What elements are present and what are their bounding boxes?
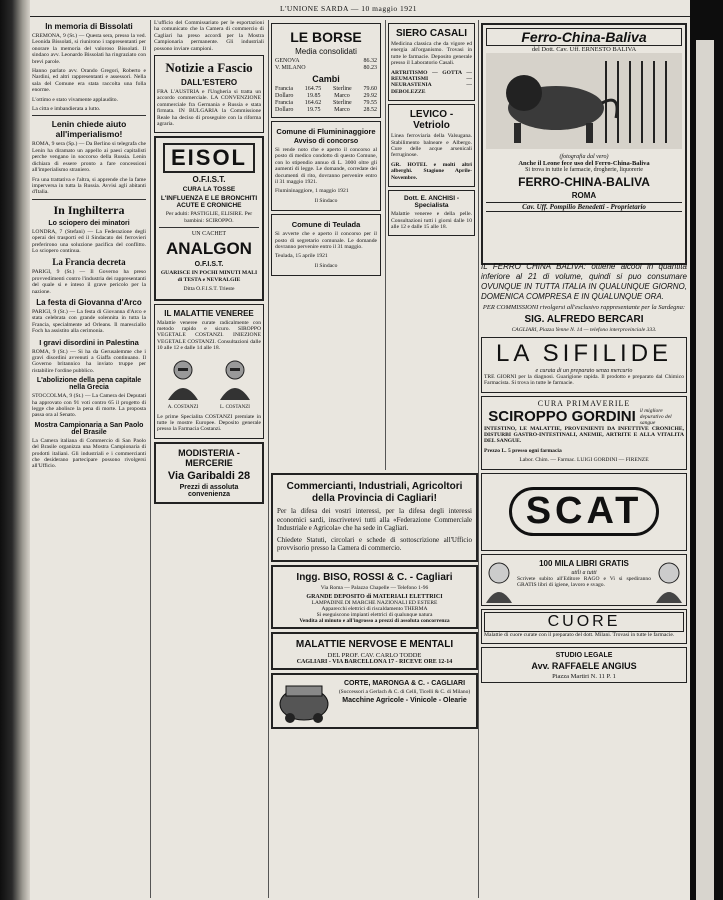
- divider: [159, 227, 259, 228]
- ad-title: Ingg. BISO, ROSSI & C. - Cagliari: [296, 571, 453, 583]
- article-text: La citta e imbandierata a lutto.: [32, 106, 101, 113]
- article-subtitle: Lo sciopero dei minatori: [48, 219, 130, 227]
- article-text: Fra una trattativa e l'altra, si apprende che la fame imperversa in tutta la Russia. Avvisi agli abitanti d'Italia.: [32, 176, 146, 196]
- analgon-brand: O.F.I.S.T.: [194, 261, 224, 269]
- article-title: I gravi disordini in Palestina: [39, 337, 139, 347]
- ad-top: CURA PRIMAVERILE: [537, 398, 631, 408]
- ad-title: Dott. E. ANCHISI - Specialista: [403, 195, 459, 210]
- ad-line: LAMPADINE DI MARCHE NAZIONALI ED ESTERE: [311, 599, 438, 606]
- studio-legale-ad: [481, 647, 687, 683]
- cambi-title: Cambi: [312, 74, 340, 84]
- ad-subtitle: (Successori a Gerlach & C. di Celli, Ticelli & C. di Milano): [338, 688, 471, 695]
- comune-title: Comune di Teulada: [291, 220, 361, 230]
- eisol-line: L'INFLUENZA E LE BRONCHITI ACUTE E CRONICHE: [160, 195, 258, 210]
- ad-title: CORTE, MARONGA & C. - CAGLIARI: [343, 679, 466, 687]
- ad-name: FERRO-CHINA-BALIVA: [518, 175, 650, 189]
- borse-row-cell: 86.32: [363, 58, 377, 64]
- ad-subtitle: DEL PROF. CAV. CARLO TODDE: [327, 651, 422, 659]
- levico-ad: [388, 104, 475, 187]
- ad-title: MODISTERIA - MERCERIE: [178, 447, 240, 468]
- article-text: PARIGI, 9 (St.) — Il Governo ha preso provvedimenti contro l'industria dei rappresentanti del quale si e inteso il grave pericolo per la nazione.: [32, 269, 146, 295]
- cambi-row-cell: Marco: [334, 107, 350, 113]
- representative-address: CAGLIARI, Piazza Yenne N. 14 — telefono interprovinciale 333.: [511, 327, 657, 334]
- ad-firm: Cav. Uff. Pompilio Benedetti - Proprietario: [486, 202, 682, 212]
- ad-title: CUORE: [484, 612, 684, 632]
- eisol-line: CURA LA TOSSE: [182, 186, 236, 194]
- ad-subtitle: e curata di un preparato senza mercurio: [535, 367, 633, 374]
- ad-text: Le prime Specialita COSTANZI premiate in tutte le mostre Europee. Deposito generale presso la Farmacia Costanzi.: [157, 413, 261, 433]
- cambi-row-cell: 28.52: [363, 107, 377, 113]
- divider: [32, 199, 146, 200]
- portrait-caption: A. COSTANZI: [167, 404, 199, 410]
- article-title: L'abolizione della pena capitale nella Grecia: [36, 377, 142, 392]
- right-page-edge: [690, 0, 723, 900]
- ad-title: IL MALATTIE VENEREE: [164, 308, 254, 318]
- article-title: Lenin chiede aiuto all'imperialismo!: [51, 119, 127, 140]
- lion-illustration: [486, 53, 682, 149]
- article-title: In memoria di Bissolati: [45, 22, 133, 31]
- portrait-image: [654, 557, 684, 603]
- sifilide-ad: [481, 337, 687, 393]
- ad-text: ARTRITISMO — GOTTA — REUMATISMI — NEURASTENIA — DEBOLEZZE: [391, 69, 472, 95]
- comune-date: Teulada, 15 aprile 1921: [275, 253, 328, 260]
- ad-text: Medicina classica che da vigore ed energia all'organismo. Trovasi in tutte le farmacie. Deposito generale presso il Laboratorio Casali.: [391, 41, 472, 67]
- article-text: La Camera italiana di Commercio di San Paolo del Brasile organizza una Mostra Campionaria di prodotti italiani. Gli industriali e i commercianti che desiderano partecipare possono rivolgersi all'Ufficio.: [32, 437, 146, 470]
- ad-subtitle: utili a tutti: [571, 569, 597, 576]
- ad-address: Piazza Martiri N. 11 P. 1: [552, 673, 616, 681]
- eisol-ad: [154, 136, 264, 300]
- cambi-row: [275, 93, 377, 100]
- ad-line: GRANDE DEPOSITO di MATERIALI ELETTRICI: [306, 593, 443, 600]
- cambi-row-cell: 19.75: [306, 107, 321, 113]
- divider: [32, 115, 146, 116]
- representative-name: SIG. ALFREDO BERCARI: [524, 314, 644, 326]
- header-rule: [30, 16, 690, 17]
- newspaper-page: [30, 0, 690, 900]
- article-title: La festa di Giovanna d'Arco: [36, 297, 142, 307]
- borse-row-cell: 80.23: [363, 65, 377, 71]
- analgon-pre: UN CACHET: [191, 231, 227, 238]
- borse-row-cell: GENOVA: [275, 58, 300, 64]
- borse-row-cell: V. MILANO: [275, 65, 306, 71]
- ferro-china-ad: [481, 23, 687, 265]
- article-text: CREMONA, 9 (St.) — Questa sera, presso la ved. Leonida Bissolati, si riunirono i rappresentanti per onorare la memoria del valoroso Bissolati. Il sindaco avv. Leonardo Bissolati ha ringraziato con brevi parole.: [32, 33, 146, 65]
- borse-row: [275, 65, 377, 72]
- cambi-row-cell: Dollaro: [275, 93, 294, 99]
- article-title: Mostra Campionaria a San Paolo del Brasile: [34, 421, 144, 436]
- eisol-line: Per adulti: PASTIGLIE, ELISIRE. Per bambini: SCIROPPO.: [165, 211, 253, 224]
- ad-text: Malattie di cuore curate con il preparato del dott. Milani. Trovasi in tutte le farmacie.: [484, 631, 675, 638]
- ad-text: Si trova in tutte le farmacie, drogherie, liquorerie: [525, 167, 643, 173]
- portrait-image: [484, 557, 514, 603]
- comune-title: Comune di Flumininaggiore: [276, 127, 376, 136]
- cambi-row-cell: 19.85: [306, 93, 321, 99]
- malattie-veneree-ad: [154, 304, 264, 439]
- cambi-table: [275, 86, 377, 114]
- box-text: FRA L'AUSTRIA e l'Ungheria si tratta un accordo commerciale. LA CONVENZIONE commerciale fra Germania e Russia e stata firmata. IN BULGARIA la Commissione Reale ha deciso di proseguire con la riforma agraria.: [157, 89, 261, 128]
- scat-ad: [481, 473, 687, 551]
- ad-text: Linea ferroviaria della Valsugana. Stabilimento balneare e Albergo. Cure delle acque arsenicali ferruginose.: [391, 133, 472, 159]
- column-2: [154, 20, 264, 900]
- ad-address: Via Roma — Palazzo Chapelle — Telefono 1-96: [320, 584, 429, 591]
- comune-sign: Il Sindaco: [314, 262, 338, 269]
- borse-title: LE BORSE: [290, 29, 362, 45]
- analgon-text: GUARISCE IN POCHI MINUTI MALI di TESTA e NEVRALGIE: [160, 270, 258, 283]
- ad-foot: Prezzi di assoluta convenienza: [179, 483, 239, 498]
- portraits: [157, 356, 261, 410]
- ad-title: SCIROPPO GORDINI: [488, 408, 636, 426]
- article-text: PARIGI, 9 (St.) — La festa di Giovanna d'Arco e stata celebrata con grande solennita in tutta la Francia, specialmente ad Orleans. Il maresciallo Foch ha assistito alla cerimonia.: [32, 308, 146, 335]
- box-title: Notizie a Fascio: [165, 60, 253, 76]
- ad-title: LEVICO - Vetriolo: [409, 109, 454, 132]
- ad-text: Scrivete subito all'Editore RAGO e Vi si spediranno GRATIS libri di igiene, lavoro e svago.: [517, 575, 651, 589]
- cambi-row: [275, 100, 377, 107]
- ad-line: Vendita al minuto e all'ingrosso a prezzi di assoluta concorrenza: [299, 617, 450, 624]
- ad-title: STUDIO LEGALE: [555, 652, 613, 660]
- comune-sign: Il Sindaco: [314, 197, 338, 204]
- cambi-row-cell: Sterline: [333, 86, 352, 92]
- cuore-ad: [481, 609, 687, 644]
- article-text: STOCCOLMA, 9 (St.) — La Camera dei Deputati ha approvato con 91 voti contro 65 il progetto di legge che abolisce la pena di morte. La proposta passa ora al Senato.: [32, 393, 146, 419]
- gordini-ad: [481, 396, 687, 470]
- portrait: [216, 356, 254, 410]
- ad-caption: (fotografia dal vero): [559, 154, 609, 160]
- analgon-logo: ANALGON: [166, 239, 252, 259]
- column-5-top: [481, 20, 687, 270]
- news-box: [154, 55, 264, 133]
- biso-rossi-ad: [271, 565, 478, 629]
- ad-text: INTESTINO, LE MALATTIE, PROVENIENTI DA INFETTIVE CRONICHE, DISTURBI GASTRO-INTESTINALI, ANEMIE, ARTRITE E ALLA VITALITA DEL SANGUE.: [484, 425, 684, 445]
- cambi-row-cell: Marco: [334, 93, 350, 99]
- cambi-row-cell: 29.92: [363, 93, 377, 99]
- article-text: Hanno parlato avv. Orando Gregori, Roberto e Nardini, ed altri rappresentanti e assessori. Nella sala del Comune era stata raccolta una folla enorme.: [32, 68, 146, 94]
- ad-side: il migliore depurativo del sangue: [639, 407, 672, 426]
- comune-flumini-box: [271, 121, 381, 211]
- commission-text: PER COMMISSIONI rivolgersi all'esclusivo rappresentante per la Sardegna:: [482, 304, 686, 311]
- column-1: [32, 20, 146, 900]
- article-text: ROMA, 9 (St.) — Si ha da Gerusalemme che i gravi disordini avvenuti a Giaffa continuano. Il Governo britannico ha inviato truppe per ristabilire l'ordine pubblico.: [32, 348, 146, 374]
- ad-text: TRE GIORNI per la diagnosi. Guarigione rapida. Il prodotto e preparato dal Chimico Farmacista. Si trova in tutte le farmacie.: [484, 373, 684, 387]
- ad-title: MALATTIE NERVOSE E MENTALI: [295, 638, 454, 650]
- page-header: [30, 0, 690, 16]
- borse-box: [271, 23, 381, 118]
- machine-illustration: [276, 678, 332, 724]
- ad-city: ROMA: [571, 191, 597, 200]
- article-title: La Francia decreta: [52, 257, 126, 268]
- ad-price: Prezzo L. 5 presso ogni farmacia: [484, 447, 562, 454]
- eisol-brand: O.F.I.S.T.: [192, 175, 226, 185]
- modisteria-ad: [154, 442, 264, 504]
- cambi-row-cell: 79.60: [363, 86, 377, 92]
- cambi-row-cell: Francia: [275, 86, 293, 92]
- next-page-flap: [696, 40, 714, 900]
- center-block: [271, 470, 478, 898]
- ad-name: Avv. RAFFAELE ANGIUS: [531, 661, 637, 672]
- header-center: L'UNIONE SARDA — 10 maggio 1921: [280, 4, 418, 13]
- ad-text: Malattie veneree e della pelle. Consultazioni tutti i giorni dalle 10 alle 12 e dalle 15 alle 18.: [391, 211, 472, 230]
- cambi-row-cell: Dollaro: [275, 107, 294, 113]
- left-binding-shadow: [0, 0, 30, 900]
- comune-teulada-box: [271, 214, 381, 276]
- ad-subtitle: del Dott. Cav. Uff. ERNESTO BALIVA: [531, 46, 637, 53]
- notice-text: Per la difesa dei vostri interessi, per la difesa degli interessi economici sardi, inscrivetevi tutti alla «Federazione Commerciale Industriale e Agricola» che ha sede in Cagliari.: [277, 507, 472, 532]
- comune-text: Si avverte che e aperto il concorso per il posto di segretario comunale. Le domande dovranno pervenire entro il 31 maggio.: [275, 231, 377, 251]
- corte-maronga-ad: [271, 673, 478, 729]
- notice-text: Chiedete Statuti, circolari e schede di sottoscrizione all'Ufficio provvisorio presso la Camera di commercio.: [277, 535, 472, 552]
- article-title: In Inghilterra: [53, 202, 125, 217]
- cambi-row-cell: 164.75: [304, 86, 322, 92]
- cambi-row-cell: Francia: [275, 100, 293, 106]
- article-text: L'ottimo e stato vivamente applaudito.: [32, 96, 118, 103]
- comune-text: Si rende noto che e aperto il concorso al posto di medico condotto di questo Comune, con lo stipendio annuo di L. 3000 oltre gli aumenti di legge. Le domande, corredate dei documenti di rito, dovranno pervenire entro il 31 maggio 1921.: [275, 147, 377, 186]
- portrait: [164, 356, 202, 410]
- portrait-image: [164, 356, 202, 400]
- ad-text: Malattie veneree curate radicalmente con metodo rapido e sicuro. SIROPPO VEGETALE COSTANZI. INIEZIONE VEGETALE COSTANZI. Consultazioni dalle 10 alle 12 e dalle 14 alle 18.: [157, 319, 261, 352]
- article-text: ROMA, 9 sera (Sp.) — Da Berlino si telegrafa che Lenin ha diramato un appello ai paesi capitalisti perche vengano in soccorso della Russia. Lenin dichiara di essere pronto a fare concessioni all'imperialismo straniero.: [32, 141, 146, 174]
- cambi-row-cell: Sterline: [333, 100, 352, 106]
- cambi-row-cell: 164.62: [304, 100, 322, 106]
- article-text: LONDRA, 7 (Stefani) — La Federazione degli operai dei trasporti ed il Sindacato dei ferrovieri preferirono una soluzione pacifica del conflitto. Lo sciopero continua.: [32, 228, 146, 254]
- portrait-caption: L. COSTANZI: [220, 404, 250, 410]
- analgon-foot: Ditta O.F.I.S.T. Trieste: [183, 286, 235, 293]
- cambi-row: [275, 86, 377, 93]
- ad-foot: Macchine Agricole - Vinicole - Olearie: [342, 696, 467, 704]
- column-rule: [150, 20, 151, 898]
- comune-date: Flumininaggiore, 1 maggio 1921: [275, 188, 349, 195]
- ad-title: SIERO CASALI: [395, 28, 468, 39]
- cambi-row-cell: 79.55: [363, 100, 377, 106]
- ad-title: 100 MILA LIBRI GRATIS: [539, 558, 629, 568]
- ad-text: GR. HOTEL e molti altri alberghi. Stagione Aprile-Novembre.: [391, 161, 472, 181]
- ad-address: CAGLIARI - VIA BARCELLONA 17 - RICEVE ORE 12-14: [296, 658, 453, 665]
- federazione-notice: [271, 473, 478, 562]
- comune-subtitle: Avviso di concorso: [293, 138, 359, 145]
- malattie-nervose-ad: [271, 632, 478, 670]
- ad-address: Via Garibaldi 28: [167, 469, 251, 482]
- ad-title: LA SIFILIDE: [495, 339, 673, 367]
- ad-caption: Anche il Leone fece uso del Ferro-China-Baliva: [518, 160, 650, 167]
- scat-logo: SCAT: [509, 487, 660, 536]
- borse-table: [275, 58, 377, 72]
- cambi-row: [275, 107, 377, 114]
- anchisi-ad: [388, 190, 475, 236]
- ad-line: Apparecchi elettrici di riscaldamento THERMA: [321, 605, 428, 612]
- siero-casali-ad: [388, 23, 475, 101]
- box-subtitle: DALL'ESTERO: [180, 78, 238, 88]
- borse-subtitle: Media consolidati: [295, 47, 357, 56]
- ad-line: Si eseguiscono impianti elettrici di qualunque natura: [316, 611, 433, 618]
- column-rule: [478, 20, 479, 898]
- ad-logo: Ferro-China-Baliva: [486, 28, 682, 46]
- eisol-logo: EISOL: [163, 143, 255, 173]
- libri-gratis-ad: [481, 554, 687, 606]
- article-text: L'ufficio del Commissariato per le esportazioni ha comunicato che la Camera di commercio di Cagliari ha preso accordi per la Mostra Campionaria permanente. Gli industriali possono inviare campioni.: [154, 20, 264, 52]
- borse-row: [275, 58, 377, 65]
- notice-headline: Commercianti, Industriali, Agricoltori della Provincia di Cagliari!: [286, 481, 463, 504]
- column-5-bottom: [481, 262, 687, 898]
- ad-maker: Labor. Chim. — Farmac. LUIGI GORDINI — FIRENZE: [519, 457, 649, 464]
- ferro-quote: IL FERRO CHINA BALIVA: ottiene alcool in quantita inferiore al 21 di volume, quindi si puo consumare OVUNQUE IN TUTTA ITALIA IN QUALUNQUE GIORNO, DOMENICA COMPRESA E IN QUALUNQUE ORA.: [481, 262, 687, 301]
- portrait-image: [216, 356, 254, 400]
- column-rule: [268, 20, 269, 898]
